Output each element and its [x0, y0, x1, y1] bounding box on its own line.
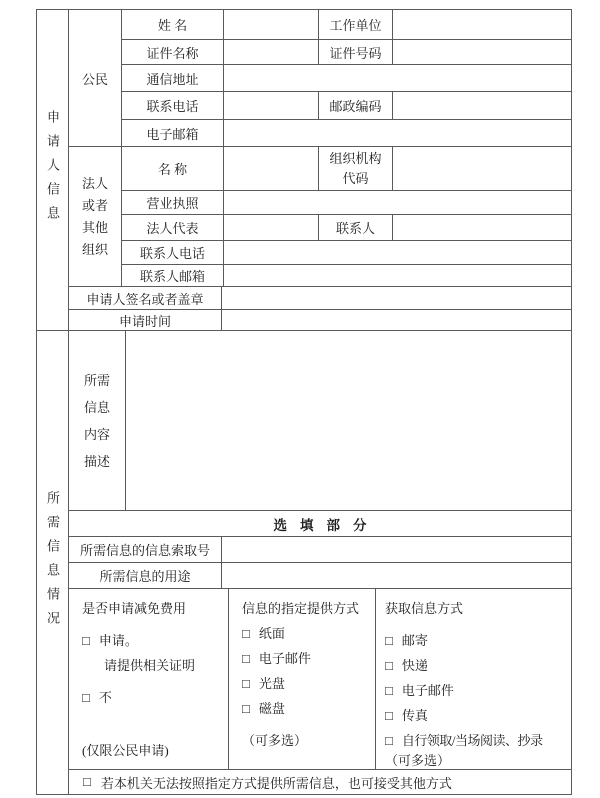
license-label: 营业执照: [122, 191, 224, 214]
contact-phone-value[interactable]: [224, 241, 571, 264]
org-code-value[interactable]: [393, 147, 571, 190]
checkbox-icon[interactable]: □: [242, 651, 250, 666]
name-row: [122, 10, 571, 40]
obtain-fax-option[interactable]: □ 传真: [385, 706, 565, 726]
contact-phone-row: [122, 241, 571, 265]
address-value[interactable]: [224, 65, 571, 91]
name-value[interactable]: [224, 10, 319, 39]
phone-row: [122, 92, 571, 120]
index-number-label: 所需信息的信息索取号: [69, 537, 222, 562]
info-description-row: [69, 331, 571, 511]
provide-method-title: 信息的指定提供方式: [242, 601, 360, 616]
fee-footnote: (仅限公民申请): [82, 743, 169, 758]
fallback-row[interactable]: [69, 770, 571, 794]
purpose-row: [69, 563, 571, 589]
obtain-footnote: （可多选）: [385, 753, 451, 768]
fee-reduction-column: [69, 589, 229, 769]
fee-apply-label: 申请。: [98, 633, 138, 648]
id-row: [122, 40, 571, 65]
apply-time-value[interactable]: [222, 310, 571, 330]
checkbox-icon[interactable]: □: [385, 658, 393, 673]
legal-rep-row: [122, 215, 571, 241]
contact-value[interactable]: [393, 215, 571, 240]
checkbox-icon[interactable]: □: [242, 626, 250, 641]
checkbox-icon[interactable]: □: [385, 633, 393, 648]
contact-email-value[interactable]: [224, 265, 571, 286]
phone-value[interactable]: [224, 92, 319, 119]
id-name-label: 证件名称: [122, 40, 224, 64]
checkbox-icon[interactable]: □: [82, 690, 90, 705]
obtain-email-option[interactable]: □ 电子邮件: [385, 681, 565, 701]
postcode-label: 邮政编码: [319, 92, 393, 119]
provide-footnote: （可多选）: [242, 733, 308, 748]
provide-email-option[interactable]: □ 电子邮件: [242, 649, 369, 669]
checkbox-icon[interactable]: □: [242, 701, 250, 716]
legal-group-label: 法人或者其他组织: [69, 147, 122, 286]
address-row: [122, 65, 571, 92]
obtain-method-title: 获取信息方式: [385, 601, 464, 616]
phone-label: 联系电话: [122, 92, 224, 119]
org-name-label: 名 称: [122, 147, 224, 190]
checkbox-icon[interactable]: □: [385, 708, 393, 723]
license-row: [122, 191, 571, 215]
applicant-section-header: [37, 10, 69, 330]
applicant-section: [37, 10, 571, 331]
applicant-section-header-text: 申请人信息: [45, 110, 60, 230]
provide-disk-option[interactable]: □ 磁盘: [242, 699, 369, 719]
email-label: 电子邮箱: [122, 120, 224, 146]
legal-rep-label: 法人代表: [122, 215, 224, 240]
work-unit-value[interactable]: [393, 10, 571, 39]
provide-cd-option[interactable]: □ 光盘: [242, 674, 369, 694]
info-description-label: 所需信息内容描述: [69, 331, 126, 510]
required-info-section-header: [37, 331, 69, 794]
name-label: 姓 名: [122, 10, 224, 39]
work-unit-label: 工作单位: [319, 10, 393, 39]
required-info-section: [37, 331, 571, 794]
legal-rep-value[interactable]: [224, 215, 319, 240]
org-name-row: [122, 147, 571, 191]
fallback-label: 若本机关无法按照指定方式提供所需信息，也可接受其他方式: [100, 775, 452, 791]
email-row: [122, 120, 571, 146]
required-info-section-header-text: 所需信息情况: [45, 490, 60, 635]
obtain-express-option[interactable]: □ 快递: [385, 656, 565, 676]
org-code-label: 组织机构代码: [319, 147, 393, 190]
apply-time-row: [69, 310, 571, 330]
index-number-row: [69, 537, 571, 563]
fee-apply-option[interactable]: [82, 631, 222, 651]
index-number-value[interactable]: [222, 537, 571, 562]
purpose-value[interactable]: [222, 563, 571, 588]
contact-phone-label: 联系人电话: [122, 241, 224, 264]
id-number-label: 证件号码: [319, 40, 393, 64]
optional-part-title: 选填部分: [273, 517, 380, 533]
obtain-method-column: [376, 589, 571, 769]
contact-email-label: 联系人邮箱: [122, 265, 224, 286]
fee-no-label: 不: [98, 690, 112, 705]
provide-paper-option[interactable]: □ 纸面: [242, 624, 369, 644]
signature-row: [69, 287, 571, 310]
checkbox-icon[interactable]: □: [385, 733, 393, 748]
provide-method-column: [229, 589, 376, 769]
purpose-label: 所需信息的用途: [69, 563, 222, 588]
application-form-table: [36, 9, 572, 795]
org-name-value[interactable]: [224, 147, 319, 190]
postcode-value[interactable]: [393, 92, 571, 119]
obtain-selfpickup-option[interactable]: □ 自行领取/当场阅读、抄录: [385, 731, 565, 751]
license-value[interactable]: [224, 191, 571, 214]
obtain-mail-option[interactable]: □ 邮寄: [385, 631, 565, 651]
legal-entity-block: [69, 147, 571, 287]
id-name-value[interactable]: [224, 40, 319, 64]
apply-time-label: 申请时间: [69, 310, 222, 330]
options-row: [69, 589, 571, 770]
checkbox-icon[interactable]: □: [385, 683, 393, 698]
signature-label: 申请人签名或者盖章: [69, 287, 222, 309]
checkbox-icon[interactable]: □: [83, 774, 91, 789]
checkbox-icon[interactable]: □: [242, 676, 250, 691]
email-value[interactable]: [224, 120, 571, 146]
info-description-value[interactable]: [126, 331, 571, 510]
address-label: 通信地址: [122, 65, 224, 91]
citizen-group-label: 公民: [69, 10, 122, 146]
fee-no-option[interactable]: [82, 688, 222, 708]
citizen-block: [69, 10, 571, 147]
optional-part-row: [69, 511, 571, 537]
fee-reduction-title: 是否申请减免费用: [82, 601, 187, 616]
contact-email-row: [122, 265, 571, 286]
signature-value[interactable]: [222, 287, 571, 309]
checkbox-icon[interactable]: □: [82, 633, 90, 648]
fee-apply-note: 请提供相关证明: [104, 658, 196, 673]
id-number-value[interactable]: [393, 40, 571, 64]
contact-label: 联系人: [319, 215, 393, 240]
